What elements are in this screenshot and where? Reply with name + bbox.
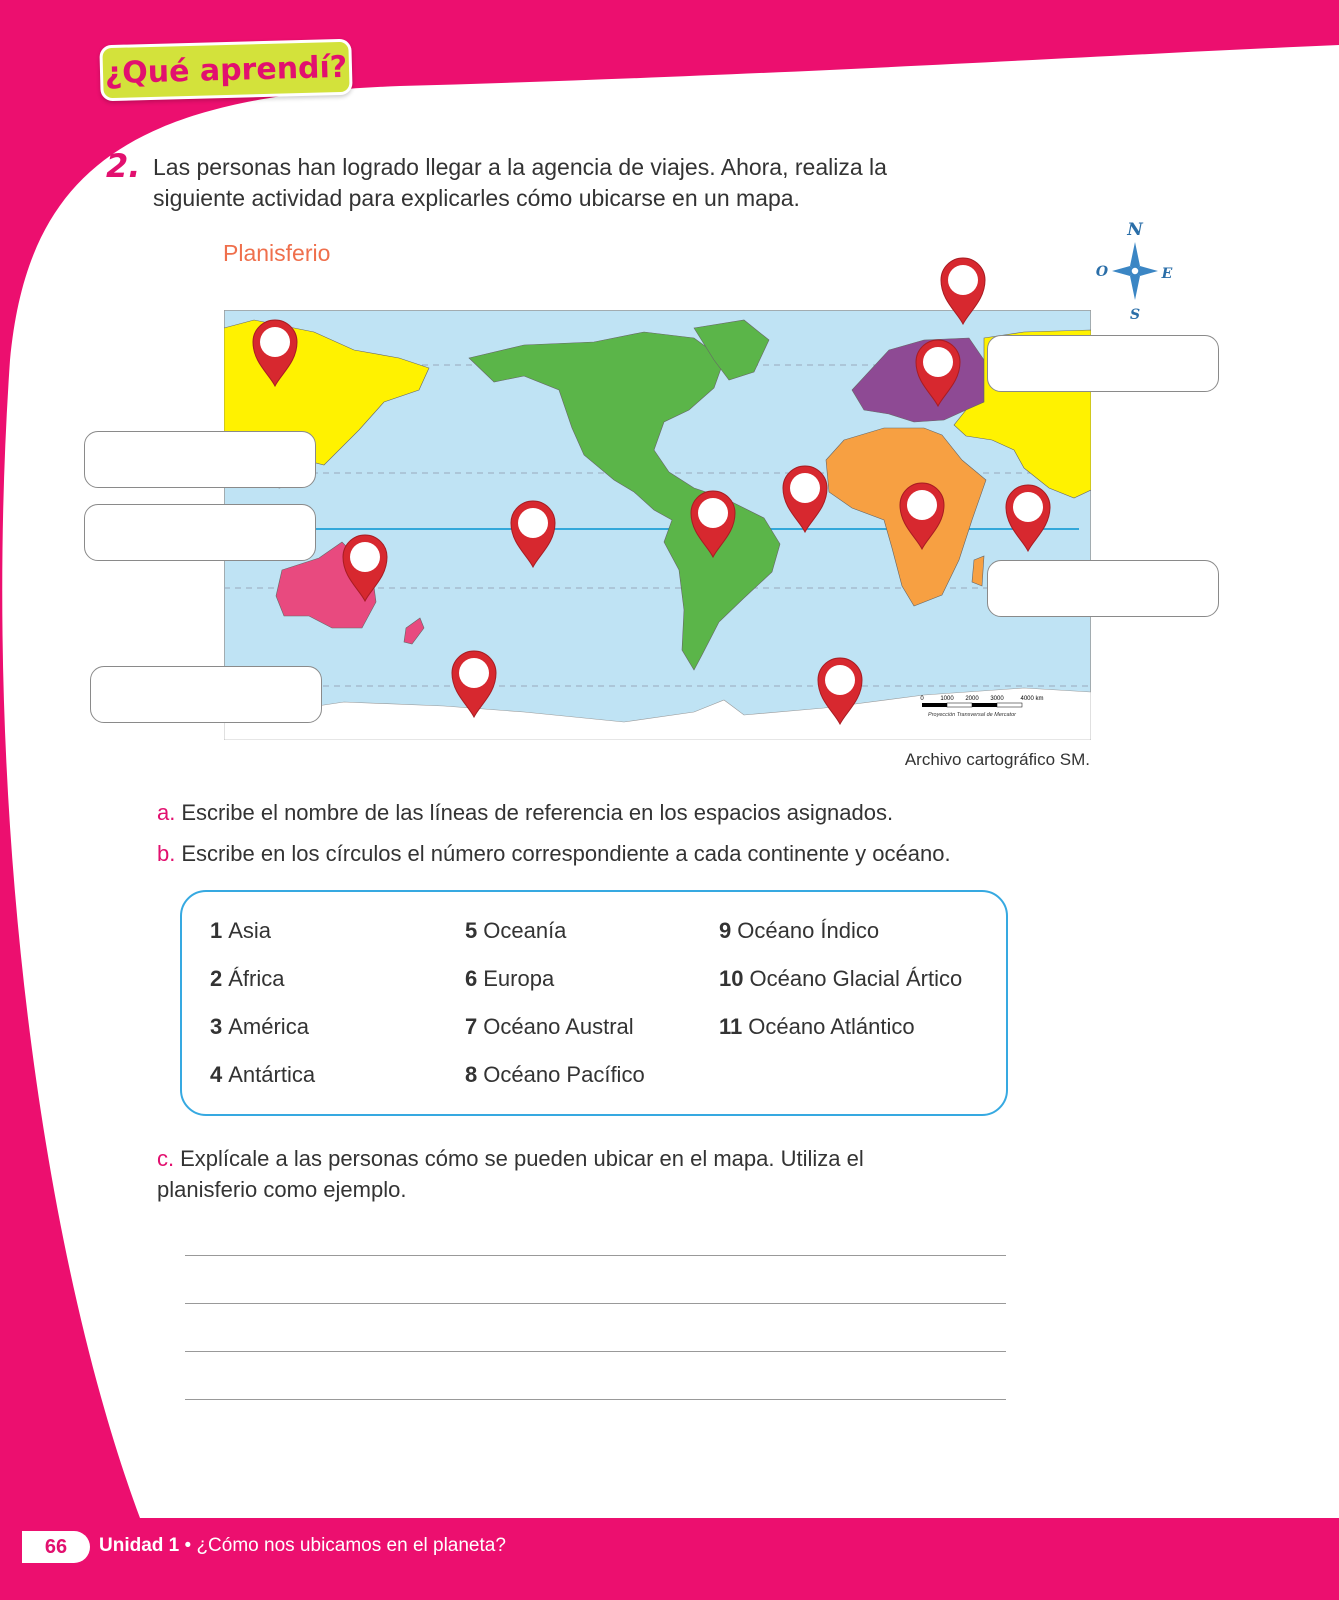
compass-north-label: N — [1127, 220, 1143, 240]
instruction-b — [157, 841, 951, 867]
legend-number: 3 — [210, 1014, 223, 1039]
legend-name: Océano Austral — [483, 1014, 634, 1039]
legend-name: Asia — [228, 918, 272, 943]
legend-number: 4 — [210, 1062, 223, 1087]
question-number: 2. — [106, 147, 141, 185]
legend-item — [465, 918, 566, 944]
reference-line-answer-box[interactable] — [84, 431, 316, 488]
reference-line-answer-box[interactable] — [987, 335, 1219, 392]
answer-writing-line[interactable] — [185, 1351, 1006, 1352]
instruction-c-text: Explícale a las personas cómo se pueden ubicar en el mapa. Utiliza el planisferio como ejemplo. — [157, 1146, 864, 1202]
legend-number: 6 — [465, 966, 478, 991]
scale-projection: Proyección Transversal de Mercator — [928, 712, 1016, 718]
section-badge — [99, 39, 352, 102]
footer-unit: Unidad 1 — [99, 1535, 180, 1556]
instruction-a-text: Escribe el nombre de las líneas de referencia en los espacios asignados. — [181, 800, 894, 825]
legend-number: 7 — [465, 1014, 478, 1039]
legend-number: 5 — [465, 918, 478, 943]
legend-item — [465, 1062, 645, 1088]
instruction-b-text: Escribe en los círculos el número correspondiente a cada continente y océano. — [181, 841, 951, 866]
reference-line-answer-box[interactable] — [987, 560, 1219, 617]
compass-east-label: E — [1161, 266, 1173, 282]
legend-number: 10 — [719, 966, 744, 991]
legend-item — [210, 966, 285, 992]
legend-number: 9 — [719, 918, 732, 943]
scale-tick: 0 — [920, 696, 924, 702]
legend-item — [719, 1014, 915, 1040]
map-credit: Archivo cartográfico SM. — [904, 750, 1090, 769]
compass-west-label: O — [1095, 264, 1109, 280]
world-map — [224, 310, 1091, 740]
footer-bullet: • — [184, 1535, 192, 1556]
legend-item — [210, 1062, 315, 1088]
legend-name: Europa — [483, 966, 555, 991]
legend-number: 11 — [719, 1014, 743, 1039]
instruction-b-label: b. — [157, 841, 176, 866]
compass-rose-icon — [1090, 218, 1180, 328]
legend-name: América — [228, 1014, 309, 1039]
legend-item — [465, 966, 554, 992]
legend-number: 2 — [210, 966, 223, 991]
question-text: Las personas han logrado llegar a la agencia de viajes. Ahora, realiza la siguiente actividad para explicarles cómo ubicarse en un mapa. — [153, 154, 887, 211]
footer-chapter: ¿Cómo nos ubicamos en el planeta? — [196, 1535, 506, 1556]
legend-name: África — [228, 966, 285, 991]
legend-name: Océano Atlántico — [748, 1014, 915, 1039]
reference-line-answer-box[interactable] — [90, 666, 322, 723]
legend-name: Océano Índico — [737, 918, 880, 943]
scale-tick: 2000 — [965, 696, 979, 702]
legend-number: 8 — [465, 1062, 478, 1087]
instruction-c-label: c. — [157, 1146, 175, 1171]
legend-item — [210, 1014, 309, 1040]
compass-south-label: S — [1129, 307, 1141, 323]
answer-writing-line[interactable] — [185, 1399, 1006, 1400]
legend-name: Oceanía — [483, 918, 567, 943]
instruction-c — [157, 1143, 917, 1205]
instruction-a-label: a. — [157, 800, 176, 825]
page-number: 66 — [22, 1531, 90, 1563]
legend-name: Océano Pacífico — [483, 1062, 645, 1087]
legend-item — [465, 1014, 634, 1040]
reference-line-answer-box[interactable] — [84, 504, 316, 561]
scale-tick: 3000 — [990, 696, 1004, 702]
answer-writing-line[interactable] — [185, 1303, 1006, 1304]
legend-name: Océano Glacial Ártico — [749, 966, 963, 991]
legend-name: Antártica — [228, 1062, 316, 1087]
map-title: Planisferio — [223, 240, 331, 266]
section-badge-text: ¿Qué aprendí? — [104, 49, 348, 91]
answer-writing-line[interactable] — [185, 1255, 1006, 1256]
legend-number: 1 — [210, 918, 223, 943]
legend-item — [210, 918, 271, 944]
scale-tick: 4000 km — [1020, 696, 1044, 702]
instruction-a — [157, 800, 893, 826]
legend-item — [719, 966, 962, 992]
scale-tick: 1000 — [940, 696, 954, 702]
footer-title — [99, 1535, 506, 1557]
legend-item — [719, 918, 879, 944]
